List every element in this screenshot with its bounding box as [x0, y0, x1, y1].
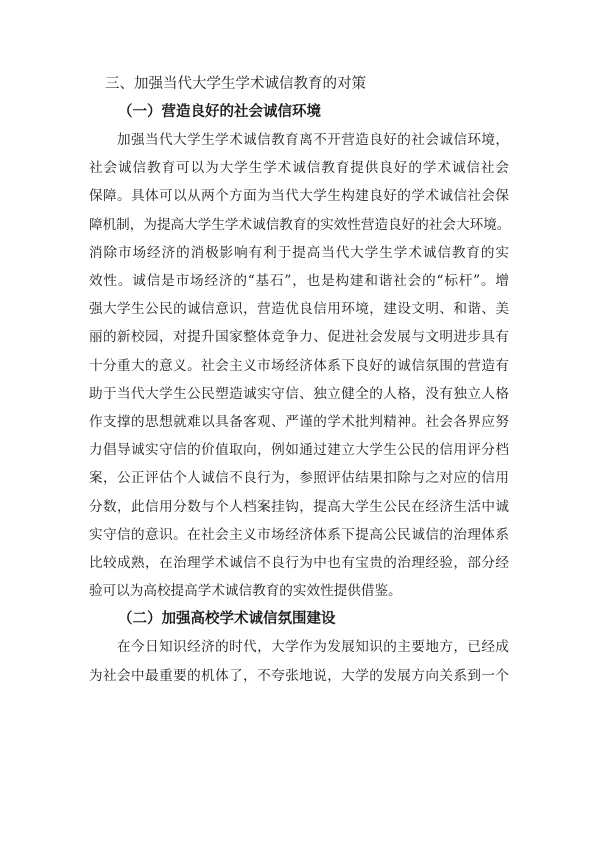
paragraph-2: [89, 633, 509, 689]
paragraph-line: 案，公正评估个人诚信不良行为，参照评估结果扣除与之对应的信用: [89, 470, 509, 487]
paragraph-line: 在今日知识经济的时代，大学作为发展知识的主要地方，已经成: [117, 639, 509, 656]
paragraph-line: 分数，此信用分数与个人档案挂钩，提高大学生公民在经济生活中诚: [89, 498, 509, 515]
document-body: [89, 70, 509, 690]
paragraph-line: 为社会中最重要的机体了，不夸张地说，大学的发展方向关系到一个: [89, 667, 509, 684]
paragraph-line: 验可以为高校提高学术诚信教育的实效性提供借鉴。: [89, 583, 402, 600]
paragraph-line: 保障。具体可以从两个方面为当代大学生构建良好的学术诚信社会保: [89, 188, 509, 205]
paragraph-line: 助于当代大学生公民塑造诚实守信、独立健全的人格，没有独立人格: [89, 385, 509, 402]
paragraph-line: 丽的新校园，对提升国家整体竞争力、促进社会发展与文明进步具有: [89, 329, 509, 346]
paragraph-line: 效性。诚信是市场经济的“基石”，也是构建和谐社会的“标杆”。增: [89, 273, 509, 290]
paragraph-1: [89, 126, 509, 605]
paragraph-line: 比较成熟，在治理学术诚信不良行为中也有宝贵的治理经验，部分经: [89, 555, 509, 572]
subsection-heading-1: （一）营造良好的社会诚信环境: [118, 104, 321, 120]
paragraph-line: 十分重大的意义。社会主义市场经济体系下良好的诚信氛围的营造有: [89, 357, 509, 374]
section-heading: 三、加强当代大学生学术诚信教育的对策: [105, 76, 366, 92]
paragraph-line: 障机制，为提高大学生学术诚信教育的实效性营造良好的社会大环境。: [89, 216, 511, 233]
subsection-heading-2: （二）加强高校学术诚信氛围建设: [118, 611, 336, 628]
paragraph-line: 作支撑的思想就难以具备客观、严谨的学术批判精神。社会各界应努: [89, 414, 509, 431]
paragraph-line: 社会诚信教育可以为大学生学术诚信教育提供良好的学术诚信社会: [89, 160, 509, 177]
paragraph-line: 加强当代大学生学术诚信教育离不开营造良好的社会诚信环境，: [117, 132, 509, 148]
paragraph-line: 力倡导诚实守信的价值取向，例如通过建立大学生公民的信用评分档: [89, 442, 509, 459]
paragraph-line: 消除市场经济的消极影响有利于提高当代大学生学术诚信教育的实: [89, 244, 509, 261]
paragraph-line: 强大学生公民的诚信意识，营造优良信用环境，建设文明、和谐、美: [89, 301, 509, 318]
paragraph-line: 实守信的意识。在社会主义市场经济体系下提高公民诚信的治理体系: [89, 526, 509, 543]
